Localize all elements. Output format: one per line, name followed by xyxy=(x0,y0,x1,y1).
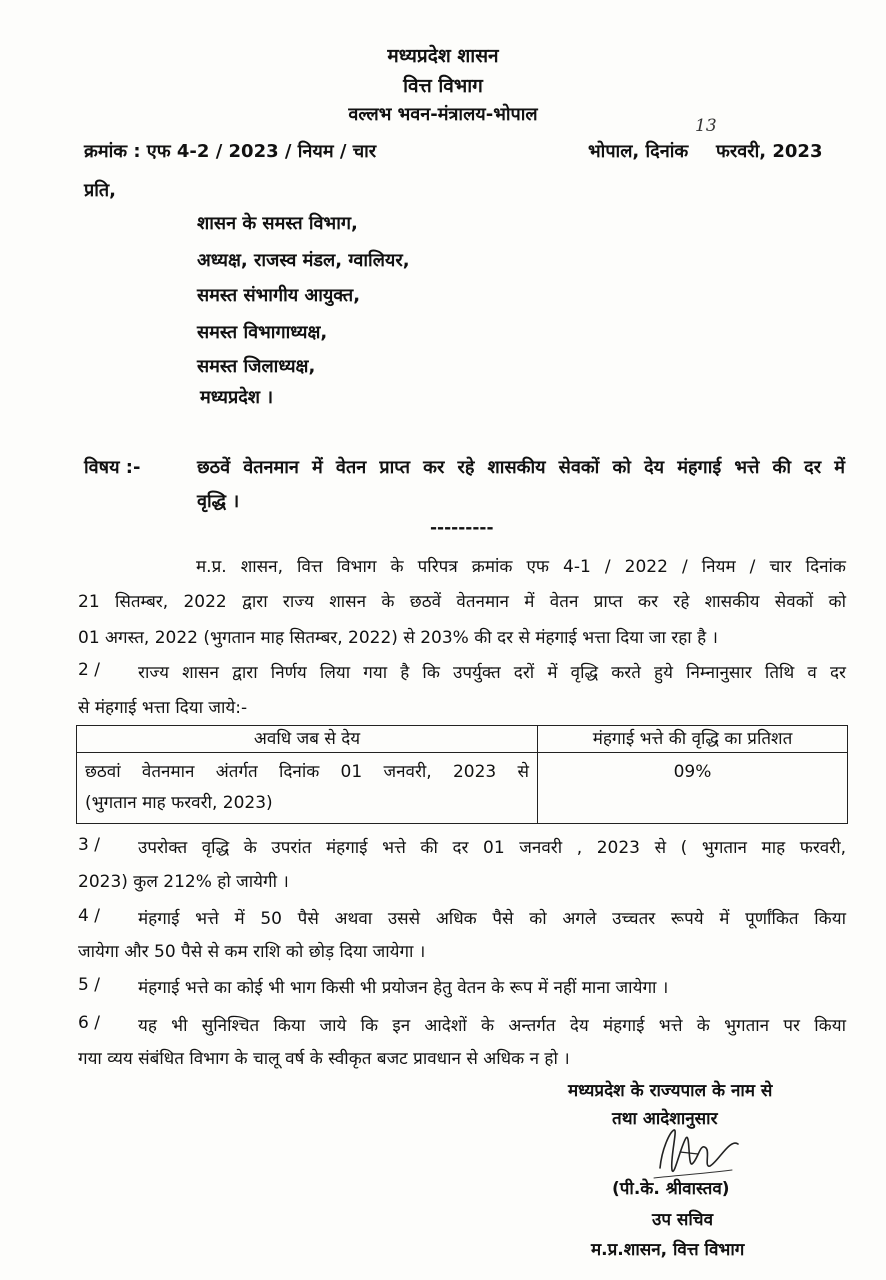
paragraph-5-line: मंहगाई भत्ते का कोई भी भाग किसी भी प्रयोजन हेतु वेतन के रूप में नहीं माना जायेगा । xyxy=(138,978,669,998)
table-cell-percent: 09% xyxy=(538,753,848,824)
paragraph-2-number: 2 / xyxy=(78,660,100,680)
paragraph-6-number: 6 / xyxy=(78,1013,100,1033)
period-line: छठवां वेतनमान अंतर्गत दिनांक 01 जनवरी, 2023 से xyxy=(85,762,529,782)
table-row xyxy=(77,753,848,824)
paragraph-3-line: 2023) कुल 212% हो जायेगी । xyxy=(78,872,289,892)
paragraph-1-line: म.प्र. शासन, वित्त विभाग के परिपत्र क्रमांक एफ 4-1 / 2022 / नियम / चार दिनांक xyxy=(196,557,846,577)
separator: --------- xyxy=(430,518,494,538)
table-header-percent: मंहगाई भत्ते की वृद्धि का प्रतिशत xyxy=(538,726,848,753)
dearness-allowance-table xyxy=(76,725,848,824)
paragraph-2-line: से मंहगाई भत्ता दिया जाये:- xyxy=(78,698,248,718)
signatory-designation: उप सचिव xyxy=(652,1210,714,1230)
subject-line: छठवें वेतनमान में वेतन प्राप्त कर रहे शासकीय सेवकों को देय मंहगाई भत्ते की दर में xyxy=(197,457,845,478)
recipient-item: शासन के समस्त विभाग, xyxy=(197,213,358,234)
period-line: (भुगतान माह फरवरी, 2023) xyxy=(85,793,273,813)
paragraph-2-line: राज्य शासन द्वारा निर्णय लिया गया है कि उपर्युक्त दरों में वृद्धि करते हुये निम्नानुसार तिथि व दर xyxy=(138,663,846,683)
reference-number: क्रमांक : एफ 4-2 / 2023 / नियम / चार xyxy=(84,141,377,162)
place-date-prefix: भोपाल, दिनांक xyxy=(588,141,689,162)
signature-authority-line: मध्यप्रदेश के राज्यपाल के नाम से xyxy=(568,1081,773,1101)
paragraph-4-line: मंहगाई भत्ते में 50 पैसे अथवा उससे अधिक पैसे को अगले उच्चतर रूपये में पूर्णांकित किया xyxy=(138,909,846,929)
header-government: मध्यप्रदेश शासन xyxy=(387,45,499,67)
recipient-item: समस्त संभागीय आयुक्त, xyxy=(197,285,361,306)
recipient-item: समस्त विभागाध्यक्ष, xyxy=(197,322,328,343)
paragraph-4-number: 4 / xyxy=(78,906,100,926)
table-cell-period xyxy=(77,753,538,824)
header-department: वित्त विभाग xyxy=(403,75,483,97)
paragraph-6-line: गया व्यय संबंधित विभाग के चालू वर्ष के स्वीकृत बजट प्रावधान से अधिक न हो । xyxy=(78,1049,570,1069)
recipient-item: अध्यक्ष, राजस्व मंडल, ग्वालियर, xyxy=(197,250,410,271)
subject-line: वृद्धि । xyxy=(197,491,240,512)
table-header-row xyxy=(77,726,848,753)
paragraph-4-line: जायेगा और 50 पैसे से कम राशि को छोड़ दिया जायेगा । xyxy=(78,942,426,962)
paragraph-1-line: 21 सितम्बर, 2022 द्वारा राज्य शासन के छठवें वेतनमान में वेतन प्राप्त कर रहे शासकीय सेवकों को xyxy=(78,592,846,612)
paragraph-6-line: यह भी सुनिश्चित किया जाये कि इन आदेशों के अन्तर्गत देय मंहगाई भत्ते के भुगतान पर किया xyxy=(138,1016,846,1036)
paragraph-3-line: उपरोक्त वृद्धि के उपरांत मंहगाई भत्ते की दर 01 जनवरी , 2023 से ( भुगतान माह फरवरी, xyxy=(138,838,846,858)
header-address: वल्लभ भवन-मंत्रालय-भोपाल xyxy=(348,104,538,125)
recipient-item: समस्त जिलाध्यक्ष, xyxy=(197,356,316,377)
table-header-period: अवधि जब से देय xyxy=(77,726,538,753)
paragraph-1-line: 01 अगस्त, 2022 (भुगतान माह सितम्बर, 2022) से 203% की दर से मंहगाई भत्ता दिया जा रहा है । xyxy=(78,628,718,648)
reference-place-date xyxy=(588,139,688,163)
signatory-name: (पी.के. श्रीवास्तव) xyxy=(612,1179,730,1199)
recipient-to: प्रति, xyxy=(84,180,117,201)
signature-order-line: तथा आदेशानुसार xyxy=(612,1109,718,1129)
recipient-item: मध्यप्रदेश । xyxy=(200,387,274,408)
handwritten-day: 13 xyxy=(695,116,717,136)
reference-month-year: फरवरी, 2023 xyxy=(716,141,823,162)
paragraph-5-number: 5 / xyxy=(78,975,100,995)
paragraph-3-number: 3 / xyxy=(78,835,100,855)
signatory-office: म.प्र.शासन, वित्त विभाग xyxy=(591,1240,745,1260)
subject-label: विषय :- xyxy=(84,457,141,478)
